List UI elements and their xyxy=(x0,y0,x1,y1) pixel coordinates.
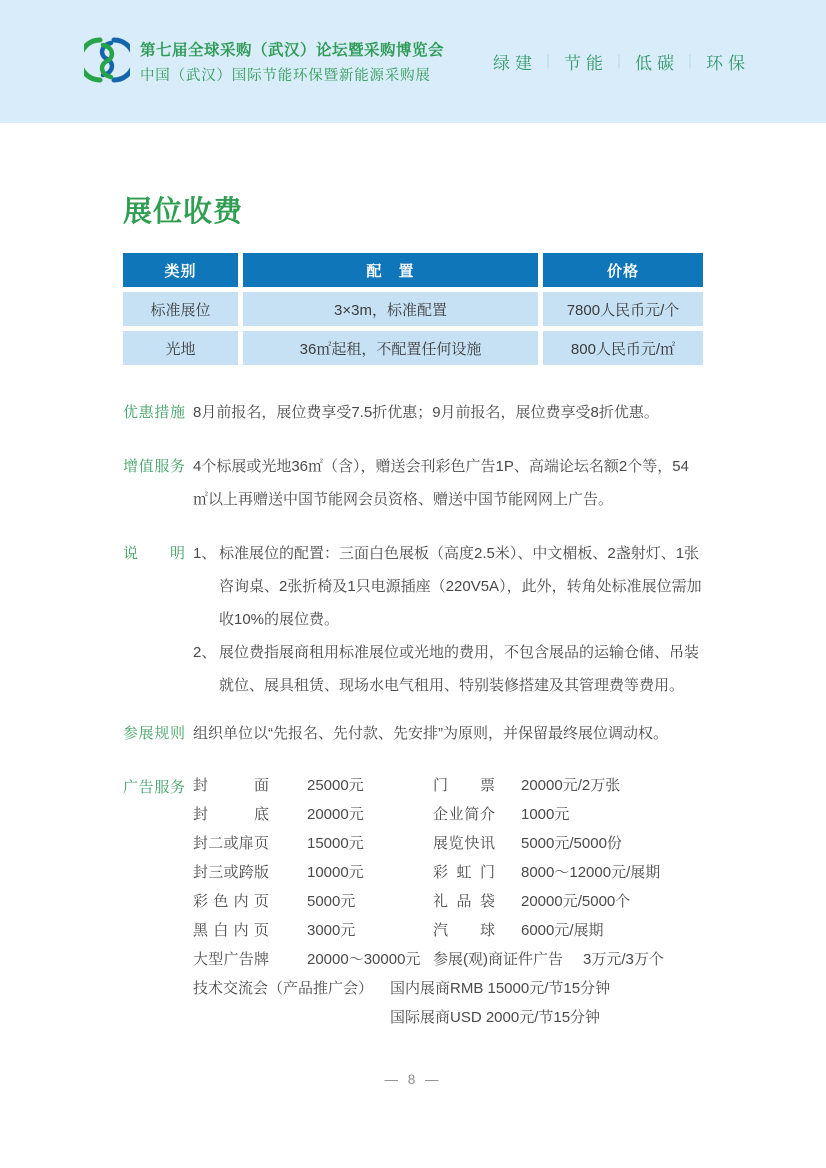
table-cell: 光地 xyxy=(123,331,238,365)
header-tag: 节能 xyxy=(564,54,608,73)
ad-item-price: 20000～30000元 xyxy=(307,951,421,968)
section-text: 组织单位以“先报名、先付款、先安排”为原则，并保留最终展位调动权。 xyxy=(193,725,668,742)
ad-item-price: 25000元 xyxy=(307,777,364,794)
page-content xyxy=(0,189,826,1032)
ad-item-name: 封三或跨版 xyxy=(193,864,269,881)
table-cell: 36㎡起租，不配置任何设施 xyxy=(243,331,538,365)
ad-row xyxy=(193,771,703,800)
ad-item-price: 国际展商USD 2000元/节15分钟 xyxy=(390,1009,601,1026)
page-number: — 8 — xyxy=(384,1072,442,1087)
ad-row xyxy=(193,800,703,829)
header-tag: 低碳 xyxy=(635,54,679,73)
ad-price-list xyxy=(193,771,703,1032)
note-item xyxy=(193,636,703,702)
ad-item-name: 礼品袋 xyxy=(433,893,495,910)
table-header-cell: 配 置 xyxy=(243,253,538,287)
table-header-cell: 价格 xyxy=(543,253,703,287)
section-rules xyxy=(123,717,703,750)
note-item xyxy=(193,537,703,636)
ad-item-name xyxy=(193,1003,390,1032)
ad-row xyxy=(193,858,703,887)
ad-item-name: 参展(观)商证件广告 xyxy=(433,951,563,968)
page-header xyxy=(0,0,826,123)
ad-item-name: 封底 xyxy=(193,806,269,823)
ad-item-price: 20000元/2万张 xyxy=(521,777,621,794)
ad-item-price: 3000元 xyxy=(307,922,356,939)
section-label: 优惠措施 xyxy=(123,404,185,421)
tag-separator: ｜ xyxy=(612,53,626,70)
header-titles xyxy=(140,38,444,85)
ad-item-name: 展览快讯 xyxy=(433,835,495,852)
note-text: 展位费指展商租用标准展位或光地的费用，不包含展品的运输仓储、吊装就位、展具租赁、现场水电气租用、特别装修搭建及其管理费等费用。 xyxy=(219,644,700,694)
ad-item-name: 封面 xyxy=(193,777,269,794)
event-title: 第七届全球采购（武汉）论坛暨采购博览会 xyxy=(140,42,445,59)
section-label: 增值服务 xyxy=(123,458,185,475)
ad-item-price: 20000元/5000个 xyxy=(521,893,631,910)
note-text: 标准展位的配置：三面白色展板（高度2.5米）、中文楣板、2盏射灯、1张咨询桌、2张折椅及1只电源插座（220V5A），此外，转角处标准展位需加收10%的展位费。 xyxy=(219,545,702,628)
section-text: 4个标展或光地36㎡（含），赠送会刊彩色广告1P、高端论坛名额2个等，54㎡以上再赠送中国节能网会员资格、赠送中国节能网网上广告。 xyxy=(193,458,689,508)
tag-separator: ｜ xyxy=(683,53,697,70)
table-cell: 7800人民币元/个 xyxy=(543,292,703,326)
header-tag: 绿建 xyxy=(493,54,537,73)
ad-item-price: 3万元/3万个 xyxy=(583,951,664,968)
ad-row xyxy=(193,829,703,858)
table-cell: 800人民币元/㎡ xyxy=(543,331,703,365)
ad-item-name: 彩虹门 xyxy=(433,864,495,881)
table-header-cell: 类别 xyxy=(123,253,238,287)
section-text xyxy=(193,537,703,702)
ad-row xyxy=(193,945,703,974)
section-notes xyxy=(123,537,703,702)
page-title: 展位收费 xyxy=(123,196,244,228)
ad-item-price: 5000元 xyxy=(307,893,356,910)
ad-item-name: 汽球 xyxy=(433,922,495,939)
ad-item-name: 黑白内页 xyxy=(193,922,269,939)
tag-separator: ｜ xyxy=(541,53,555,70)
ad-item-price: 8000～12000元/展期 xyxy=(521,864,661,881)
expo-swirl-logo-icon xyxy=(84,35,130,90)
section-label: 广告服务 xyxy=(123,779,185,796)
ad-item-price: 国内展商RMB 15000元/节15分钟 xyxy=(390,980,611,997)
ad-item-price: 20000元 xyxy=(307,806,364,823)
ad-item-name: 封二或扉页 xyxy=(193,835,269,852)
ad-item-name: 企业简介 xyxy=(433,806,495,823)
ad-item-price: 5000元/5000份 xyxy=(521,835,622,852)
pricing-table xyxy=(123,253,703,365)
ad-item-price: 6000元/展期 xyxy=(521,922,604,939)
note-number: 1、 xyxy=(193,545,217,562)
table-cell: 3×3m，标准配置 xyxy=(243,292,538,326)
section-discount xyxy=(123,396,703,429)
ad-item-name: 门票 xyxy=(433,777,495,794)
section-text: 8月前报名，展位费享受7.5折优惠；9月前报名，展位费享受8折优惠。 xyxy=(193,404,659,421)
section-value-added xyxy=(123,450,703,516)
ad-row xyxy=(193,887,703,916)
section-label: 说明 xyxy=(123,545,185,562)
ad-item-name: 彩色内页 xyxy=(193,893,269,910)
header-tag: 环保 xyxy=(706,54,750,73)
section-ad-services xyxy=(123,771,703,1032)
ad-item-price: 15000元 xyxy=(307,835,364,852)
ad-item-name: 大型广告牌 xyxy=(193,951,269,968)
section-label: 参展规则 xyxy=(123,725,185,742)
ad-row xyxy=(193,916,703,945)
header-tags xyxy=(493,49,750,74)
ad-item-price: 10000元 xyxy=(307,864,364,881)
ad-item-price: 1000元 xyxy=(521,806,570,823)
ad-item-name: 技术交流会（产品推广会） xyxy=(193,980,374,997)
event-subtitle: 中国（武汉）国际节能环保暨新能源采购展 xyxy=(140,68,431,84)
table-cell: 标准展位 xyxy=(123,292,238,326)
ad-tech-row xyxy=(193,974,703,1003)
ad-tech-row xyxy=(193,1003,703,1032)
note-number: 2、 xyxy=(193,644,217,661)
